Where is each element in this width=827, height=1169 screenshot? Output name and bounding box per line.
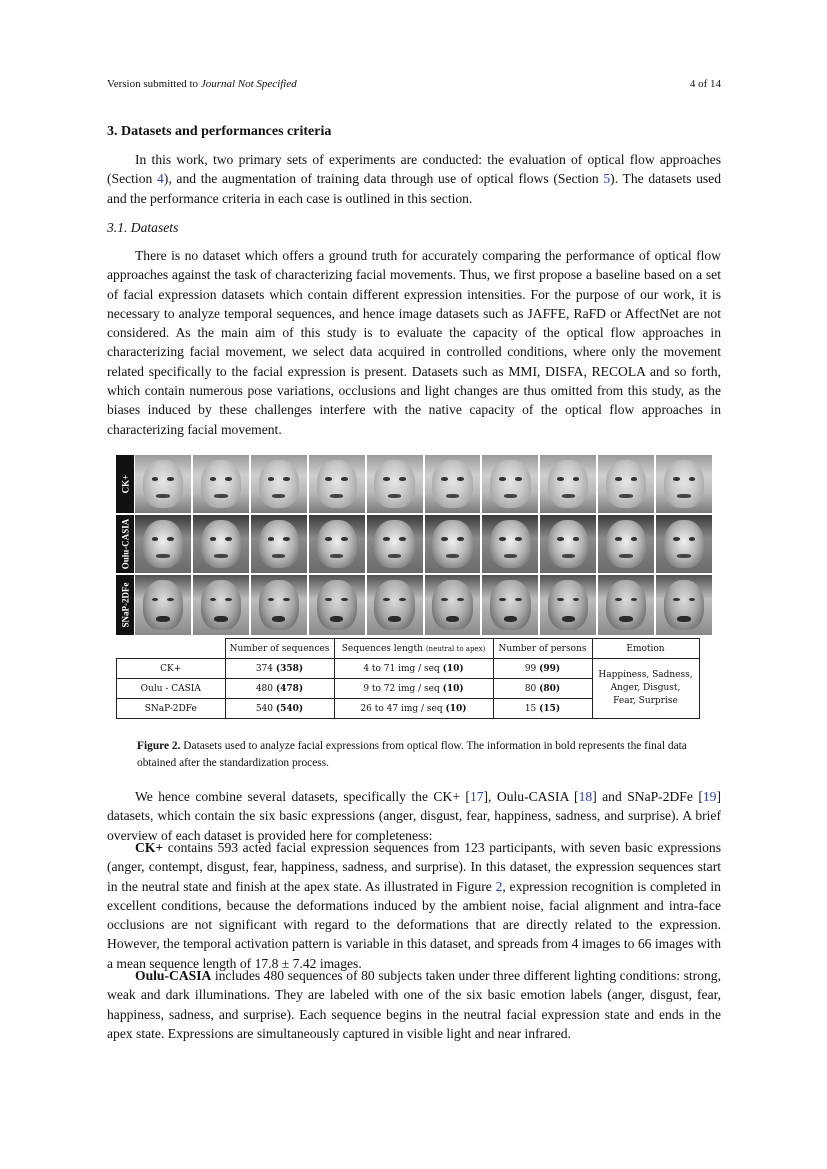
table-row: CK+ 374 (358) 4 to 71 img / seq (10) 99 (99) Happiness, Sadness, Anger, Disgust, Fear, Surprise: [117, 659, 700, 679]
page-number: 4 of 14: [689, 78, 721, 90]
faces-row-snap: [135, 575, 712, 635]
section-4-link[interactable]: 4: [157, 171, 164, 187]
header-num-sequences: Number of sequences: [225, 639, 334, 659]
ref-19-link[interactable]: 19: [702, 789, 717, 804]
figure-caption: Figure 2. Datasets used to analyze facial expressions from optical flow. The information in bold represents the final data obtained after the standardization process.: [137, 740, 687, 769]
row-label-oulu: Oulu-CASIA: [116, 515, 134, 573]
header-num-persons: Number of persons: [493, 639, 592, 659]
intro-paragraph: In this work, two primary sets of experiments are conducted: the evaluation of optical flow approaches (Section 4), and the augmentation of training data through use of optical flows (Section 5). The datasets used and the performance criteria in each case is outlined in this section.: [107, 152, 721, 206]
header-left: Version submitted to Journal Not Specified: [107, 78, 297, 90]
dataset-stats-table: [116, 638, 700, 719]
subsection-title: 3.1. Datasets: [107, 220, 179, 235]
section-5-link[interactable]: 5: [603, 171, 611, 187]
datasets-paragraph: There is no dataset which offers a ground truth for accurately comparing the performance of optical flow approaches against the task of characterizing facial movements. Thus, we first propose a baseline based on a set of facial expression datasets which contain different expression intensities. For the purpose of our work, it is necessary to analyze temporal sequences, and hence image datasets such as JAFFE, RaFD or AffectNet are not considered. As the main aim of this study is to evaluate the capacity of the optical flow approaches in characterizing facial movement, we select data acquired in controlled conditions, where only the movement related specifically to the facial expression is present. Datasets such as MMI, DISFA, RECOLA and so forth, which contain numerous pose variations, occlusions and light changes are thus omitted from this study, as the biases induced by these challenges interfere with the native capacity of the optical flow approaches in characterizing facial movement.: [107, 248, 721, 437]
row-label-ck: CK+: [116, 455, 134, 513]
faces-row-oulu: [135, 515, 712, 573]
face-image-strip: [116, 455, 712, 635]
faces-row-ck: [135, 455, 712, 513]
ck-paragraph: CK+ contains 593 acted facial expression sequences from 123 participants, with seven basic expressions (anger, contempt, disgust, fear, happiness, sadness, and surprise). In this dataset, the expression sequences start in the neutral state and finish at the apex state. As illustrated in Figure 2, expression recognition is completed in excellent conditions, because the deformations induced by the ambient noise, facial alignment and intra-face occlusions are not significant with regard to the deformations that are directly related to the expression. However, the temporal activation pattern is variable in this dataset, and spreads from 4 images to 66 images with a mean sequence length of 17.8 ± 7.42 images.: [107, 840, 721, 971]
section-title: 3. Datasets and performances criteria: [107, 124, 332, 139]
figure-2: [116, 455, 712, 718]
figure-2-link[interactable]: 2: [495, 878, 503, 894]
row-label-snap: SNaP-2DFe: [116, 575, 134, 635]
running-header: [107, 78, 721, 90]
emotion-cell: Happiness, Sadness, Anger, Disgust, Fear, Surprise: [592, 659, 699, 719]
oulu-paragraph: Oulu-CASIA includes 480 sequences of 80 subjects taken under three different lighting conditions: strong, weak and dark illuminations. They are labeled with one of the six basic emotion labels (anger, disgust, fear, happiness, sadness, and surprise). Each sequence begins in the neutral facial expression state and ends in the apex state. Expressions are simultaneously captured in visible light and near infrared.: [107, 968, 721, 1041]
ref-17-link[interactable]: 17: [469, 789, 484, 804]
header-emotion: Emotion: [592, 639, 699, 659]
table-row: Oulu - CASIA 480 (478) 9 to 72 img / seq (10) 80 (80): [117, 679, 700, 699]
ref-18-link[interactable]: 18: [578, 789, 593, 804]
table-row: SNaP-2DFe 540 (540) 26 to 47 img / seq (10) 15 (15): [117, 699, 700, 719]
header-seq-length: Sequences length (neutral to apex): [334, 639, 493, 659]
combine-paragraph: We hence combine several datasets, specifically the CK+ [17], Oulu-CASIA [18] and SNaP-2DFe [19] datasets, which contain the six basic expressions (anger, disgust, fear, happiness, sadness, and surprise). A brief overview of each dataset is provided here for completeness:: [107, 789, 721, 843]
